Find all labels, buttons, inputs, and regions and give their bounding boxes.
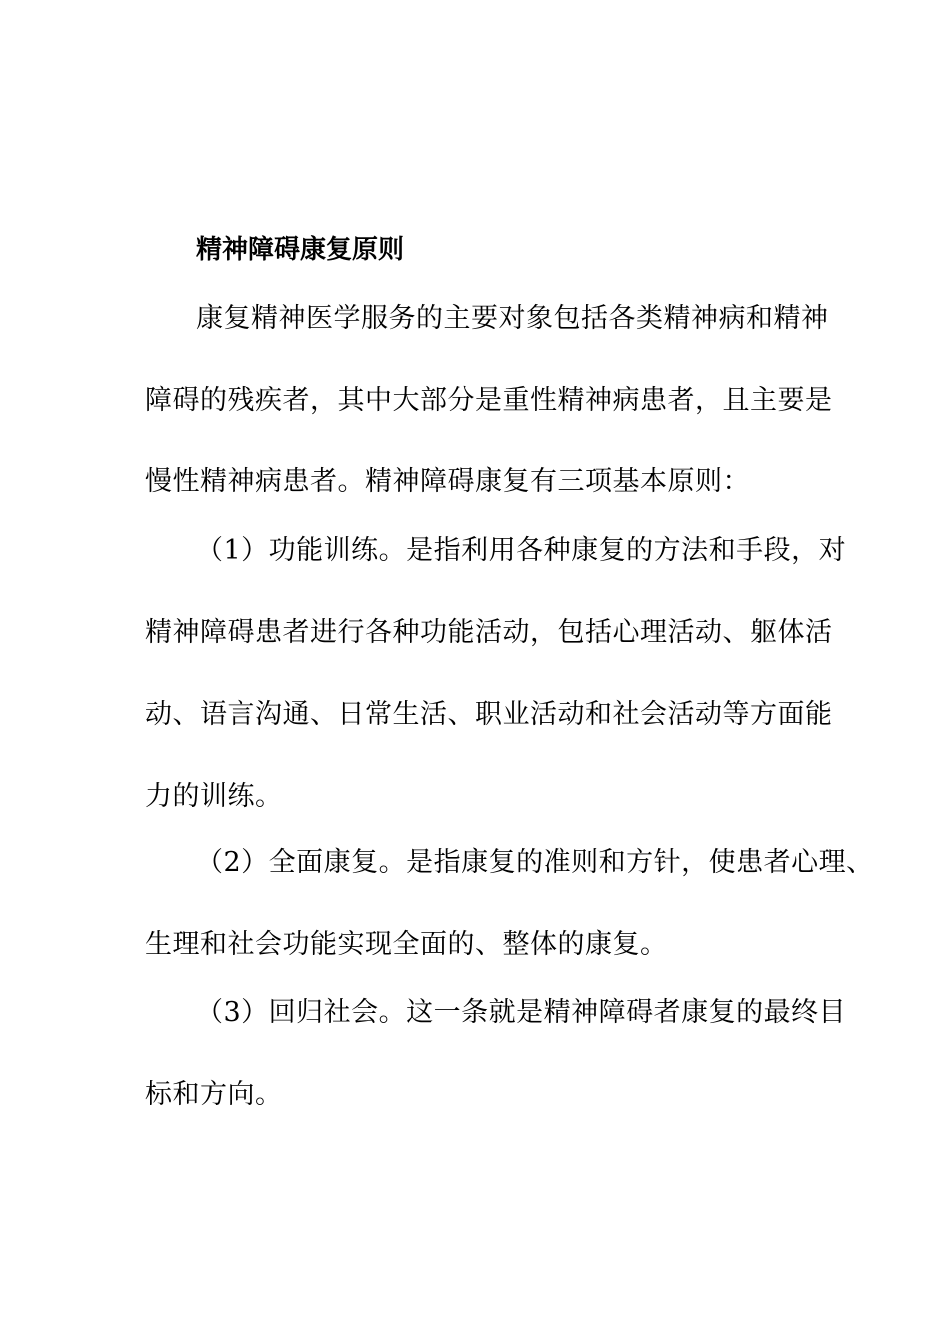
paragraph-2-line-4: 力的训练。: [145, 781, 283, 812]
paragraph-3-line-2: 生理和社会功能实现全面的、整体的康复。: [145, 929, 668, 960]
paragraph-2-line-1: （1）功能训练。是指利用各种康复的方法和手段，对: [196, 535, 847, 566]
paragraph-1-line-3: 慢性精神病患者。精神障碍康复有三项基本原则：: [145, 466, 750, 497]
paragraph-2-line-3: 动、语言沟通、日常生活、职业活动和社会活动等方面能: [145, 699, 833, 730]
paragraph-3-line-1: （2）全面康复。是指康复的准则和方针，使患者心理、: [196, 847, 874, 878]
paragraph-1-line-2: 障碍的残疾者，其中大部分是重性精神病患者，且主要是: [145, 385, 833, 416]
paragraph-2-line-2: 精神障碍患者进行各种功能活动，包括心理活动、躯体活: [145, 617, 833, 648]
paragraph-4-line-2: 标和方向。: [145, 1079, 283, 1110]
document-title: 精神障碍康复原则: [196, 235, 405, 265]
paragraph-1-line-1: 康复精神医学服务的主要对象包括各类精神病和精神: [196, 303, 829, 334]
paragraph-4-line-1: （3）回归社会。这一条就是精神障碍者康复的最终目: [196, 997, 847, 1028]
